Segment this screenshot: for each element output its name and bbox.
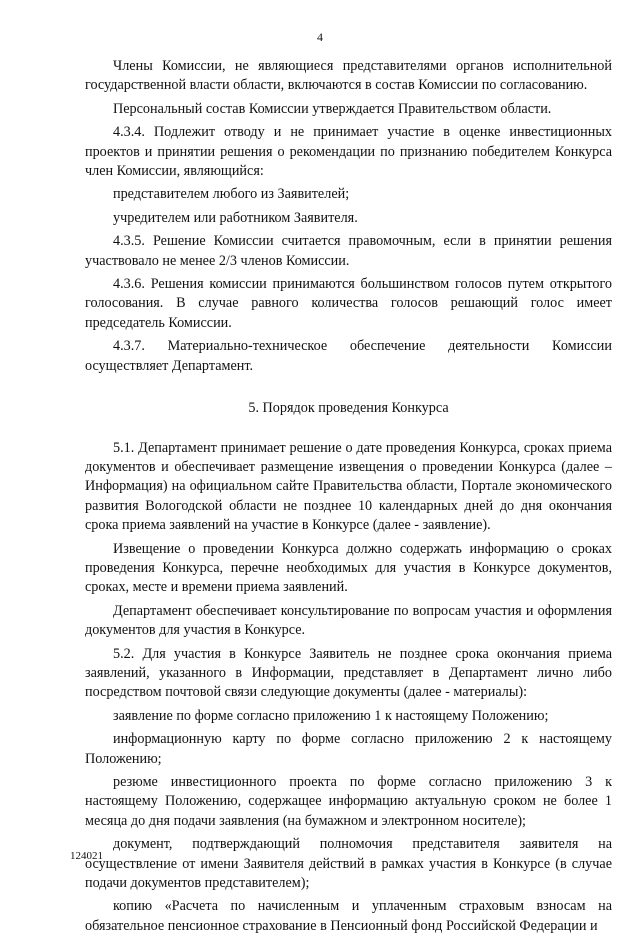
page-number: 4 [317,30,323,44]
paragraph: 5.1. Департамент принимает решение о дате проведения Конкурса, сроках приема документов и обеспечивает размещение извещения о проведении Конкурса (далее – Информация) на официальном сайте Правительства области, Портале экономического развития Вологодской области не позднее 10 календарных дней до дня окончания срока приема заявлений на участие в Конкурсе (далее - заявление). [85,439,612,534]
list-item: резюме инвестиционного проекта по форме согласно приложению 3 к настоящему Положению, содержащее информацию актуальную сроком не более 1 месяца до дня подачи заявления (на бумажном и электронном носителе); [85,774,612,829]
paragraph: 5.2. Для участия в Конкурсе Заявитель не позднее срока окончания приема заявлений, указанного в Информации, представляет в Департамент лично либо посредством почтовой связи следующие документы (далее - материалы): [85,645,612,701]
paragraph: 4.3.6. Решения комиссии принимаются большинством голосов путем открытого голосования. В случае равного количества голосов решающий голос имеет председатель Комиссии. [85,276,612,331]
paragraph: Персональный состав Комиссии утверждается Правительством области. [113,100,552,117]
list-item: заявление по форме согласно приложению 1 к настоящему Положению; [113,707,549,724]
paragraph: Извещение о проведении Конкурса должно содержать информацию о сроках проведения Конкурса, перечне необходимых для участия в Конкурсе документов, сроках, месте и времени приема заявлений. [85,540,612,596]
list-item: копию «Расчета по начисленным и уплаченным страховым взносам на обязательное пенсионное страхование в Пенсионный фонд Российской Федерации и [85,898,612,934]
list-item: информационную карту по форме согласно приложению 2 к настоящему Положению; [85,731,612,767]
paragraph: 4.3.7. Материально-техническое обеспечение деятельности Комиссии осуществляет Департамент. [85,338,612,374]
paragraph: представителем любого из Заявителей; [113,186,350,203]
paragraph: учредителем или работником Заявителя. [113,209,358,226]
paragraph: 4.3.5. Решение Комиссии считается правомочным, если в принятии решения участвовало не менее 2/3 членов Комиссии. [85,233,612,269]
footer-code: 124021 [70,850,103,862]
paragraph: 4.3.4. Подлежит отводу и не принимает участие в оценке инвестиционных проектов и принятии решения о рекомендации по признанию победителем Конкурса член Комиссии, являющийся: [85,124,612,180]
document-body [85,57,612,936]
section-heading: 5. Порядок проведения Конкурса [248,400,449,417]
list-item: документ, подтверждающий полномочия представителя заявителя на осуществление от имени Заявителя действий в рамках участия в Конкурсе (в случае подачи документов представителем); [85,836,612,892]
paragraph: Члены Комиссии, не являющиеся представителями органов исполнительной государственной власти области, включаются в состав Комиссии по согласованию. [85,58,612,94]
paragraph: Департамент обеспечивает консультирование по вопросам участия и оформления документов для участия в Конкурсе. [85,602,612,639]
